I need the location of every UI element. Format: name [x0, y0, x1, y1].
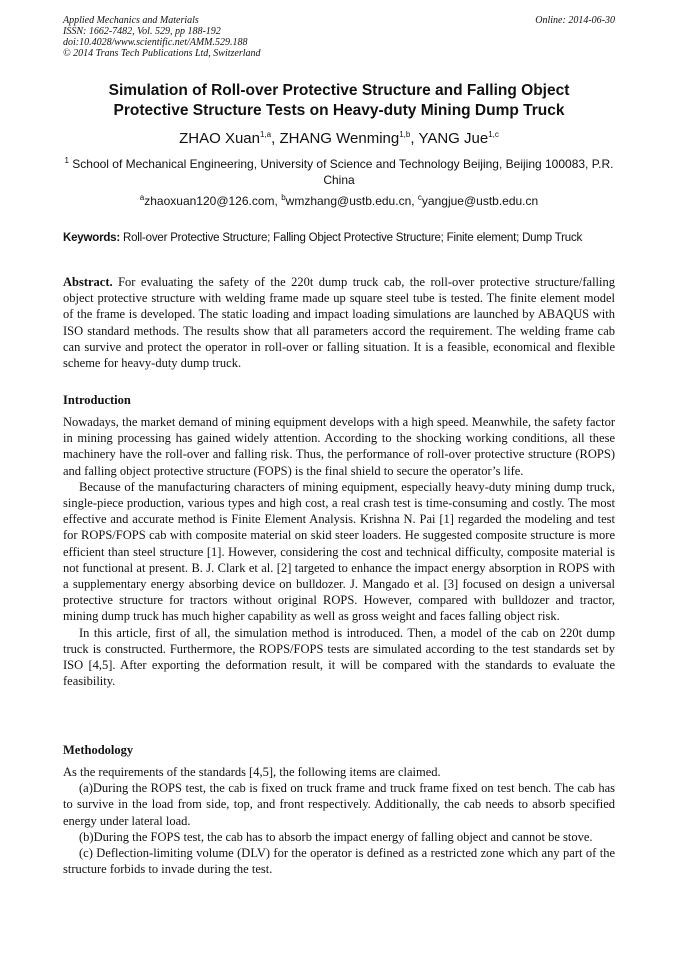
- email-separator: ,: [274, 194, 282, 208]
- author-separator: ,: [271, 130, 280, 147]
- abstract-text: For evaluating the safety of the 220t dump truck cab, the roll-over protective structure/falling object protective structure with welding frame made up square steel tube is tested. The finite element model of the frame is developed. The static loading and impact loading simulations are launched by ABAQUS with ISO standard methods. The results show that all parameters accord the requirement. The welding frame cab can survive and protect the operator in roll-over or falling situation. It is a feasible, economical and flexible scheme for heavy-duty dump truck.: [63, 275, 615, 371]
- affiliation-mark: 1: [64, 156, 69, 165]
- title-line-1: Simulation of Roll-over Protective Structure and Falling Object: [108, 82, 570, 99]
- keywords: [63, 231, 615, 245]
- title-line-2: Protective Structure Tests on Heavy-duty Mining Dump Truck: [113, 102, 565, 119]
- author-name: ZHAO Xuan: [179, 130, 260, 147]
- author-affil-mark: 1,b: [399, 130, 411, 139]
- paragraph: Because of the manufacturing characters of mining equipment, especially heavy-duty mining dump truck, single-piece production, various types and high cost, a real crash test is time-consuming and costly. The most effective and accurate method is Finite Element Analysis. Krishna N. Pai [1] regarded the modeling and test for ROPS/FOPS cab with composite material on skid steer loaders. He suggested composite structure is more efficient than steel structure [1]. However, considering the cost and technical difficulty, composite material is not functional at present. B. J. Clark et al. [2] targeted to enhance the impact energy absorption in ROPS with a supplementary energy absorbing device on bulldozer. J. Mangado et al. [3] focused on design a universal protective structure for tractors without original ROPS. However, compared with bulldozer and tractor, mining dump truck has much higher capability as well as gross weight and faces falling object risk.: [63, 479, 615, 624]
- journal-header: [63, 15, 615, 59]
- email-mark: c: [417, 193, 422, 202]
- introduction-body: [63, 414, 615, 689]
- affiliation-text: School of Mechanical Engineering, University of Science and Technology Beijing, Beijing 100083, P.R. China: [68, 157, 614, 187]
- paragraph: As the requirements of the standards [4,5], the following items are claimed.: [63, 765, 441, 779]
- paper-title: [40, 81, 638, 121]
- author-affil-mark: 1,a: [260, 130, 272, 139]
- email-list: [63, 193, 615, 209]
- author-affil-mark: 1,c: [488, 130, 499, 139]
- author-separator: ,: [410, 130, 419, 147]
- paragraph: In this article, first of all, the simulation method is introduced. Then, a model of the cab on 220t dump truck is constructed. Furthermore, the ROPS/FOPS tests are simulated according to the test standards set by ISO [4,5]. After exporting the deformation result, it will be compared with the standards to evaluate the feasibility.: [63, 625, 615, 689]
- email-mark: a: [139, 193, 145, 202]
- abstract-label: Abstract.: [63, 275, 113, 289]
- paragraph: (a)During the ROPS test, the cab is fixed on truck frame and truck frame fixed on test bench. The cab has to survive in the load from side, top, and front respectively. Additionally, the cab needs to absorb specified energy under lateral load.: [63, 781, 615, 828]
- issn-line: ISSN: 1662-7482, Vol. 529, pp 188-192: [63, 26, 221, 37]
- paragraph: (b)During the FOPS test, the cab has to absorb the impact energy of falling object and cannot be stove.: [79, 829, 593, 844]
- author: [418, 130, 498, 147]
- methodology-body: [63, 764, 615, 877]
- abstract: [63, 274, 615, 371]
- introduction-heading: Introduction: [63, 393, 131, 407]
- email-address[interactable]: wmzhang@ustb.edu.cn: [285, 194, 412, 208]
- keywords-label: Keywords:: [63, 232, 120, 244]
- email-mark: b: [281, 193, 286, 202]
- online-date: Online: 2014-06-30: [535, 15, 615, 26]
- paragraph: (c) Deflection-limiting volume (DLV) for the operator is defined as a restricted zone which any part of the structure forbids to invade during the test.: [63, 846, 615, 877]
- email-separator: ,: [411, 194, 418, 208]
- copyright-line: © 2014 Trans Tech Publications Ltd, Switzerland: [63, 48, 261, 59]
- doi-line[interactable]: doi:10.4028/www.scientific.net/AMM.529.188: [63, 37, 248, 48]
- author-name: ZHANG Wenming: [279, 130, 400, 147]
- author: [279, 130, 418, 147]
- journal-name: Applied Mechanics and Materials: [63, 15, 199, 26]
- email-address[interactable]: yangjue@ustb.edu.cn: [421, 194, 539, 208]
- paragraph: Nowadays, the market demand of mining equipment develops with a high speed. Meanwhile, the safety factor in mining processing has gained widely attention. According to the shocking working conditions, all these machinery have the roll-over and falling risk. Thus, the performance of roll-over protective structure (ROPS) and falling object protective structure (FOPS) is the final shield to secure the operator’s life.: [63, 415, 615, 478]
- keywords-text: Roll-over Protective Structure; Falling Object Protective Structure; Finite element; Dump Truck: [120, 232, 583, 244]
- affiliation: [63, 156, 615, 188]
- email-address[interactable]: zhaoxuan120@126.com: [144, 194, 275, 208]
- author-name: YANG Jue: [418, 130, 489, 147]
- methodology-heading: Methodology: [63, 743, 134, 757]
- author-list: [40, 129, 638, 149]
- author: [179, 130, 279, 147]
